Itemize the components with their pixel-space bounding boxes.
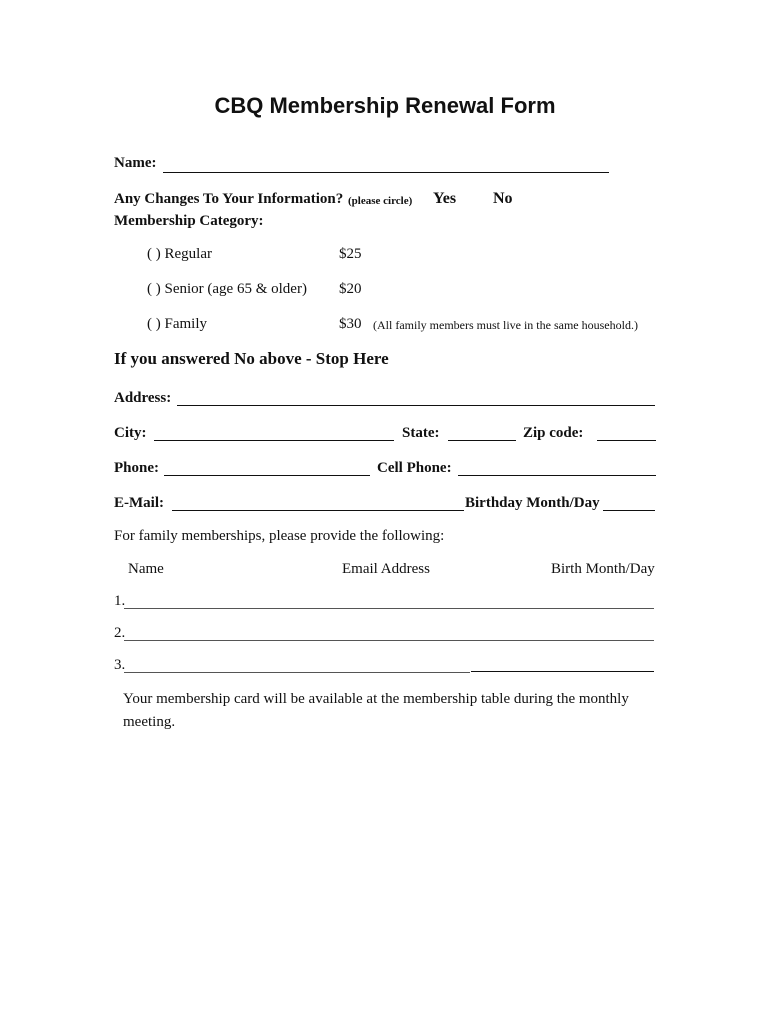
address-field[interactable] bbox=[177, 405, 655, 406]
family-row-2-field[interactable] bbox=[124, 640, 654, 641]
footer-note: Your membership card will be available at the membership table during the monthly meeting. bbox=[123, 691, 629, 730]
family-note: (All family members must live in the same household.) bbox=[373, 318, 638, 332]
zip-field[interactable] bbox=[597, 440, 656, 441]
address-label: Address: bbox=[114, 390, 172, 406]
no-option[interactable]: No bbox=[493, 190, 513, 207]
name-label: Name: bbox=[114, 155, 157, 171]
city-label: City: bbox=[114, 425, 147, 441]
category-senior[interactable]: ( ) Senior (age 65 & older) bbox=[147, 281, 307, 297]
price-regular: $25 bbox=[339, 246, 362, 262]
family-row-3-field[interactable] bbox=[124, 672, 470, 673]
phone-field[interactable] bbox=[164, 475, 370, 476]
email-field[interactable] bbox=[172, 510, 464, 511]
state-label: State: bbox=[402, 425, 440, 441]
family-intro: For family memberships, please provide the following: bbox=[114, 528, 445, 544]
birthday-label: Birthday Month/Day bbox=[465, 495, 600, 511]
yes-option[interactable]: Yes bbox=[433, 190, 457, 207]
category-regular[interactable]: ( ) Regular bbox=[147, 246, 212, 262]
price-senior: $20 bbox=[339, 281, 362, 297]
family-col-birth: Birth Month/Day bbox=[551, 561, 655, 577]
city-field[interactable] bbox=[154, 440, 394, 441]
category-family[interactable]: ( ) Family bbox=[147, 316, 207, 332]
family-col-name: Name bbox=[128, 561, 164, 577]
name-field[interactable] bbox=[163, 172, 609, 173]
zip-label: Zip code: bbox=[523, 425, 584, 441]
form-title: CBQ Membership Renewal Form bbox=[214, 93, 556, 118]
state-field[interactable] bbox=[448, 440, 516, 441]
family-row-3-number: 3. bbox=[114, 657, 126, 673]
email-label: E-Mail: bbox=[114, 495, 164, 511]
family-row-1-number: 1. bbox=[114, 593, 126, 609]
price-family: $30 bbox=[339, 316, 362, 332]
birthday-field[interactable] bbox=[603, 510, 655, 511]
family-row-1-field[interactable] bbox=[124, 608, 654, 609]
category-label: Membership Category: bbox=[114, 213, 264, 229]
family-row-3-birth-field[interactable] bbox=[471, 671, 654, 672]
family-row-2-number: 2. bbox=[114, 625, 126, 641]
stop-heading: If you answered No above - Stop Here bbox=[114, 349, 389, 368]
phone-label: Phone: bbox=[114, 460, 159, 476]
cell-label: Cell Phone: bbox=[377, 460, 452, 476]
changes-hint: (please circle) bbox=[348, 195, 413, 207]
family-col-email: Email Address bbox=[342, 561, 430, 577]
cell-field[interactable] bbox=[458, 475, 656, 476]
changes-label: Any Changes To Your Information? bbox=[114, 191, 344, 207]
